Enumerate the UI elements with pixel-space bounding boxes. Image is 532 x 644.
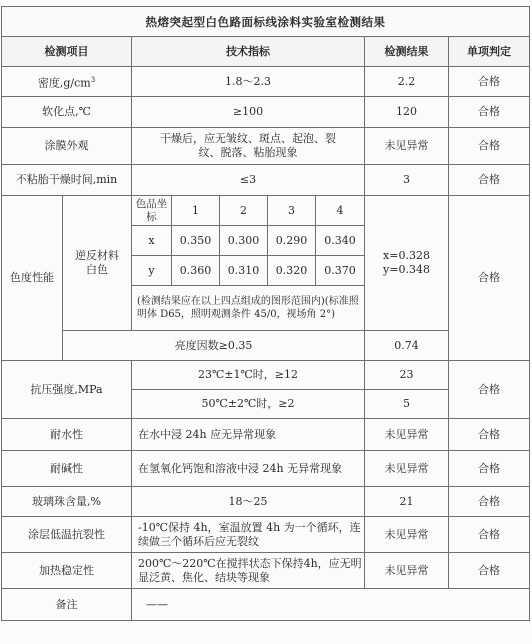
compressive-spec-2: 50℃±2℃时，≥2 (132, 390, 365, 419)
low-temp-label: 涂层低温抗裂性 (2, 517, 132, 553)
glass-beads-result: 21 (365, 487, 449, 517)
color-grid-header: 色品坐标 (132, 196, 172, 226)
alkali-label: 耐碱性 (2, 451, 132, 487)
alkali-result: 未见异常 (365, 451, 449, 487)
row-glass-beads (2, 487, 530, 517)
row-heating (2, 553, 530, 589)
color-x-3: 0.290 (268, 226, 316, 256)
header-result: 检测结果 (365, 37, 449, 67)
softening-label: 软化点,℃ (2, 97, 132, 128)
luminance-result: 0.74 (365, 331, 449, 361)
alkali-judge: 合格 (449, 451, 530, 487)
heating-judge: 合格 (449, 553, 530, 589)
appearance-judge: 合格 (449, 128, 530, 165)
water-spec: 在水中浸 24h 应无异常现象 (132, 419, 365, 451)
color-y-2: 0.310 (220, 256, 268, 286)
heating-label: 加热稳定性 (2, 553, 132, 589)
color-sublabel: 逆反材料白色 (63, 196, 132, 331)
color-x-1: 0.350 (172, 226, 220, 256)
color-y-label: y (132, 256, 172, 286)
glass-beads-spec: 18～25 (132, 487, 365, 517)
row-remark (2, 589, 530, 621)
appearance-result: 未见异常 (365, 128, 449, 165)
luminance-spec: 亮度因数≥0.35 (63, 331, 365, 361)
low-temp-judge: 合格 (449, 517, 530, 553)
water-result: 未见异常 (365, 419, 449, 451)
title-row (2, 7, 530, 37)
dry-time-judge: 合格 (449, 165, 530, 196)
color-x-label: x (132, 226, 172, 256)
row-density (2, 67, 530, 97)
color-point-4: 4 (316, 196, 365, 226)
color-result (365, 196, 449, 331)
color-note: (检测结果应在以上四点组成的图形范围内)(标准照明体 D65，照明观测条件 45/0，视场角 2°) (132, 286, 365, 331)
color-point-2: 2 (220, 196, 268, 226)
color-point-1: 1 (172, 196, 220, 226)
density-result: 2.2 (365, 67, 449, 97)
color-header-row (2, 196, 530, 226)
row-low-temp (2, 517, 530, 553)
color-result-x: x=0.328 (383, 249, 430, 262)
compressive-row-1 (2, 361, 530, 390)
low-temp-result: 未见异常 (365, 517, 449, 553)
appearance-label: 涂膜外观 (2, 128, 132, 165)
glass-beads-label: 玻璃珠含量,% (2, 487, 132, 517)
dry-time-label: 不粘胎干燥时间,min (2, 165, 132, 196)
color-label: 色度性能 (2, 196, 63, 361)
color-point-3: 3 (268, 196, 316, 226)
row-appearance (2, 128, 530, 165)
color-result-y: y=0.348 (383, 263, 430, 276)
color-y-1: 0.360 (172, 256, 220, 286)
header-spec: 技术指标 (132, 37, 365, 67)
softening-spec: ≥100 (132, 97, 365, 128)
dry-time-result: 3 (365, 165, 449, 196)
water-judge: 合格 (449, 419, 530, 451)
compressive-judge: 合格 (449, 361, 530, 419)
density-label: 密度$,g/cm^3$ (2, 67, 132, 97)
appearance-spec: 干燥后，应无皱纹、斑点、起泡、裂纹、脱落、粘胎现象 (132, 128, 365, 165)
color-y-3: 0.320 (268, 256, 316, 286)
density-judge: 合格 (449, 67, 530, 97)
heating-result: 未见异常 (365, 553, 449, 589)
header-judge: 单项判定 (449, 37, 530, 67)
heating-spec: 200℃～220℃在搅拌状态下保持4h，应无明显泛黄、焦化、结块等现象 (132, 553, 365, 589)
results-table (1, 6, 530, 621)
header-item: 检测项目 (2, 37, 132, 67)
row-water (2, 419, 530, 451)
compressive-spec-1: 23℃±1℃时，≥12 (132, 361, 365, 390)
alkali-spec: 在氢氧化钙饱和溶液中浸 24h 无异常现象 (132, 451, 365, 487)
remark-label: 备注 (2, 589, 132, 621)
color-x-4: 0.340 (316, 226, 365, 256)
density-unit-sup: 3 (90, 75, 96, 84)
color-y-4: 0.370 (316, 256, 365, 286)
dry-time-spec: ≤3 (132, 165, 365, 196)
remark-value: —— (132, 589, 530, 621)
compressive-label: 抗压强度,MPa (2, 361, 132, 419)
compressive-result-2: 5 (365, 390, 449, 419)
compressive-result-1: 23 (365, 361, 449, 390)
row-alkali (2, 451, 530, 487)
softening-result: 120 (365, 97, 449, 128)
low-temp-spec: -10℃保持 4h，室温放置 4h 为一个循环，连续做三个循环后应无裂纹 (132, 517, 365, 553)
glass-beads-judge: 合格 (449, 487, 530, 517)
water-label: 耐水性 (2, 419, 132, 451)
color-judge: 合格 (449, 196, 530, 361)
density-spec: 1.8～2.3 (132, 67, 365, 97)
row-dry-time (2, 165, 530, 196)
color-x-2: 0.300 (220, 226, 268, 256)
softening-judge: 合格 (449, 97, 530, 128)
header-row (2, 37, 530, 67)
row-softening (2, 97, 530, 128)
table-title: 热熔突起型白色路面标线涂料实验室检测结果 (2, 7, 530, 37)
